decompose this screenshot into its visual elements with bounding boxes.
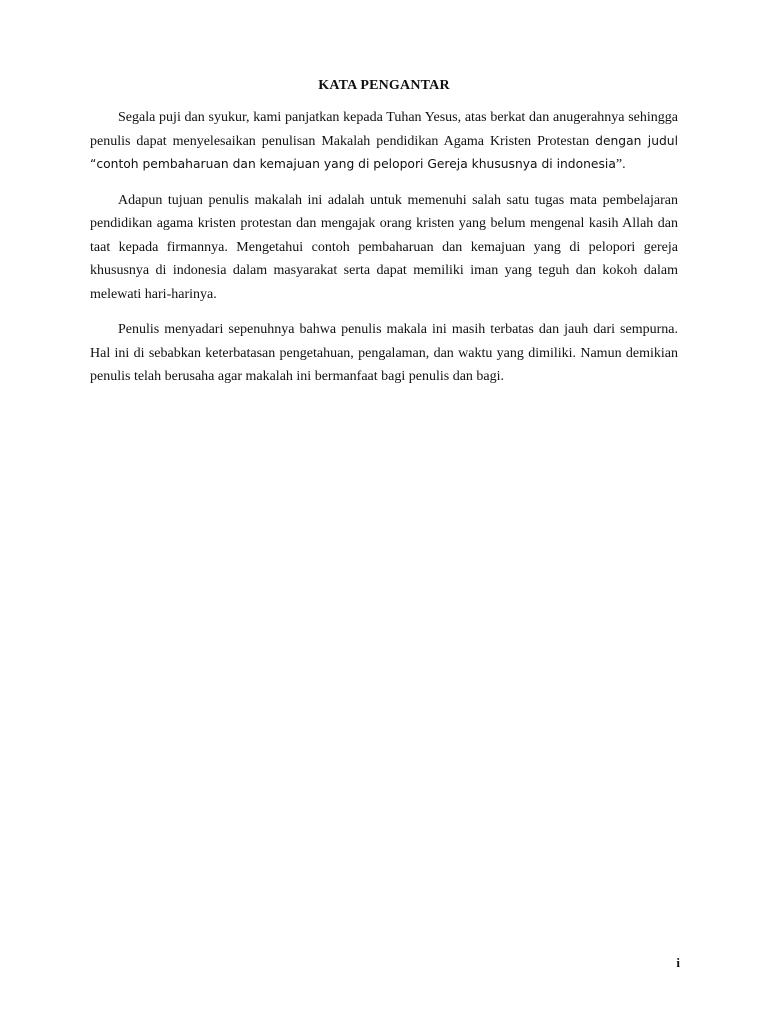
paragraph-1-part-1: Segala puji dan syukur, kami panjatkan kepada Tuhan Yesus, atas berkat dan anugerahnya sehingga penulis dapat menyelesaikan penulisan Makalah pendidikan Agama Kristen Protestan [90,110,678,149]
paragraph-1-part-2: dengan judul [595,133,679,148]
page-title: KATA PENGANTAR [318,78,450,93]
paragraph-1-part-3 [90,157,616,172]
paragraph-1-part-4: ”. [615,157,626,172]
paragraph-3: Penulis menyadari sepenuhnya bahwa penulis makala ini masih terbatas dan jauh dari sempurna. Hal ini di sebabkan keterbatasan pengetahuan, pengalaman, dan waktu yang dimiliki. Namun demikian penulis telah berusaha agar makalah ini bermanfaat bagi penulis dan bagi. [90,322,678,384]
document-body [90,106,678,401]
paragraph-2: Adapun tujuan penulis makalah ini adalah untuk memenuhi salah satu tugas mata pembelajaran pendidikan agama kristen protestan dan mengajak orang kristen yang belum mengenal kasih Allah dan taat kepada firmannya. Mengetahui contoh pembaharuan dan kemajuan yang di pelopori gereja khususnya di indonesia dalam masyarakat serta dapat memiliki iman yang teguh dan kokoh dalam melewati hari-harinya. [90,192,678,302]
paragraph-1 [90,106,678,177]
page-number: i [676,955,680,970]
paragraph-1-quote: “contoh pembaharuan dan kemajuan yang di pelopori Gereja khususnya di indonesia [90,157,616,171]
